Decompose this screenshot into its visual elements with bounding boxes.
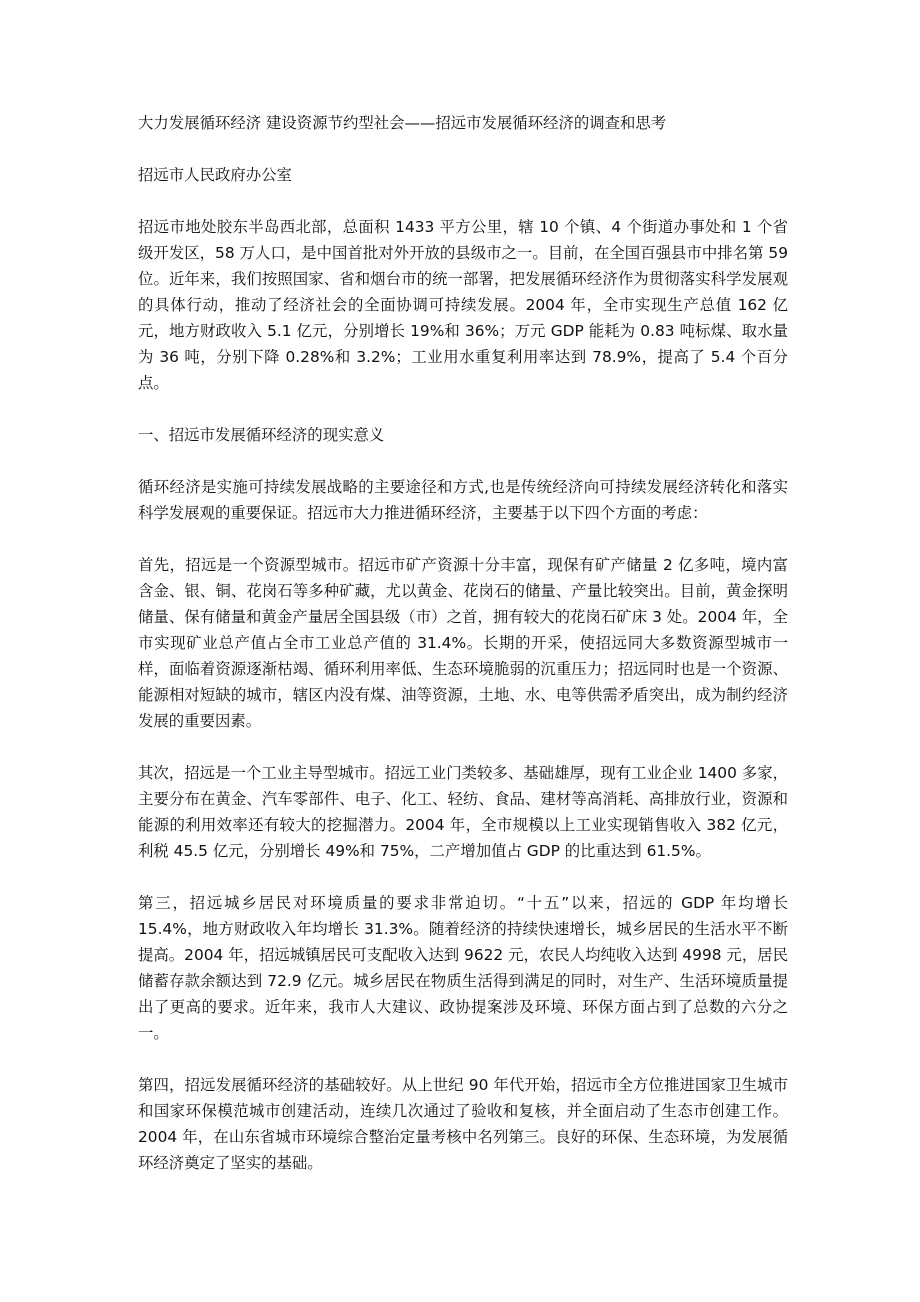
spacer (138, 1046, 788, 1072)
spacer (138, 526, 788, 552)
spacer (138, 396, 788, 422)
spacer (138, 188, 788, 214)
document-author: 招远市人民政府办公室 (138, 166, 292, 184)
spacer (138, 448, 788, 474)
spacer (138, 136, 788, 162)
spacer (138, 864, 788, 890)
section-heading-1: 一、招远市发展循环经济的现实意义 (138, 426, 385, 444)
document-page (138, 110, 788, 1176)
spacer (138, 734, 788, 760)
paragraph-intro: 招远市地处胶东半岛西北部，总面积 1433 平方公里，辖 10 个镇、4 个街道办事处和 1 个省级开发区，58 万人口，是中国首批对外开放的县级市之一。目前，在全国百强县市中排名第 59 位。近年来，我们按照国家、省和烟台市的统一部署，把发展循环经济作为贯彻落实科学发展观的具体行动，推动了经济社会的全面协调可持续发展。2004 年，全市实现生产总值 162 亿元，地方财政收入 5.1 亿元，分别增长 19%和 36%；万元 GDP 能耗为 0.83 吨标煤、取水量为 36 吨，分别下降 0.28%和 3.2%；工业用水重复利用率达到 78.9%，提高了 5.4 个百分点。 (138, 218, 788, 392)
paragraph-fourth: 第四，招远发展循环经济的基础较好。从上世纪 90 年代开始，招远市全方位推进国家卫生城市和国家环保模范城市创建活动，连续几次通过了验收和复核，并全面启动了生态市创建工作。2004 年，在山东省城市环境综合整治定量考核中名列第三。良好的环保、生态环境，为发展循环经济奠定了坚实的基础。 (138, 1076, 788, 1172)
paragraph-third: 第三，招远城乡居民对环境质量的要求非常迫切。“十五”以来，招远的 GDP 年均增长 15.4%，地方财政收入年均增长 31.3%。随着经济的持续快速增长，城乡居民的生活水平不断提高。2004 年，招远城镇居民可支配收入达到 9622 元，农民人均纯收入达到 4998 元，居民储蓄存款余额达到 72.9 亿元。城乡居民在物质生活得到满足的同时，对生产、生活环境质量提出了更高的要求。近年来，我市人大建议、政协提案涉及环境、环保方面占到了总数的六分之一。 (138, 894, 788, 1042)
document-title: 大力发展循环经济 建设资源节约型社会——招远市发展循环经济的调查和思考 (138, 114, 667, 132)
paragraph-second: 其次，招远是一个工业主导型城市。招远工业门类较多、基础雄厚，现有工业企业 1400 多家，主要分布在黄金、汽车零部件、电子、化工、轻纺、食品、建材等高消耗、高排放行业，资源和能源的利用效率还有较大的挖掘潜力。2004 年，全市规模以上工业实现销售收入 382 亿元，利税 45.5 亿元，分别增长 49%和 75%，二产增加值占 GDP 的比重达到 61.5%。 (138, 764, 788, 860)
paragraph-overview: 循环经济是实施可持续发展战略的主要途径和方式,也是传统经济向可持续发展经济转化和落实科学发展观的重要保证。招远市大力推进循环经济，主要基于以下四个方面的考虑： (138, 478, 788, 522)
paragraph-first: 首先，招远是一个资源型城市。招远市矿产资源十分丰富，现保有矿产储量 2 亿多吨，境内富含金、银、铜、花岗石等多种矿藏，尤以黄金、花岗石的储量、产量比较突出。目前，黄金探明储量、保有储量和黄金产量居全国县级（市）之首，拥有较大的花岗石矿床 3 处。2004 年，全市实现矿业总产值占全市工业总产值的 31.4%。长期的开采，使招远同大多数资源型城市一样，面临着资源逐渐枯竭、循环利用率低、生态环境脆弱的沉重压力；招远同时也是一个资源、能源相对短缺的城市，辖区内没有煤、油等资源，土地、水、电等供需矛盾突出，成为制约经济发展的重要因素。 (138, 556, 788, 730)
